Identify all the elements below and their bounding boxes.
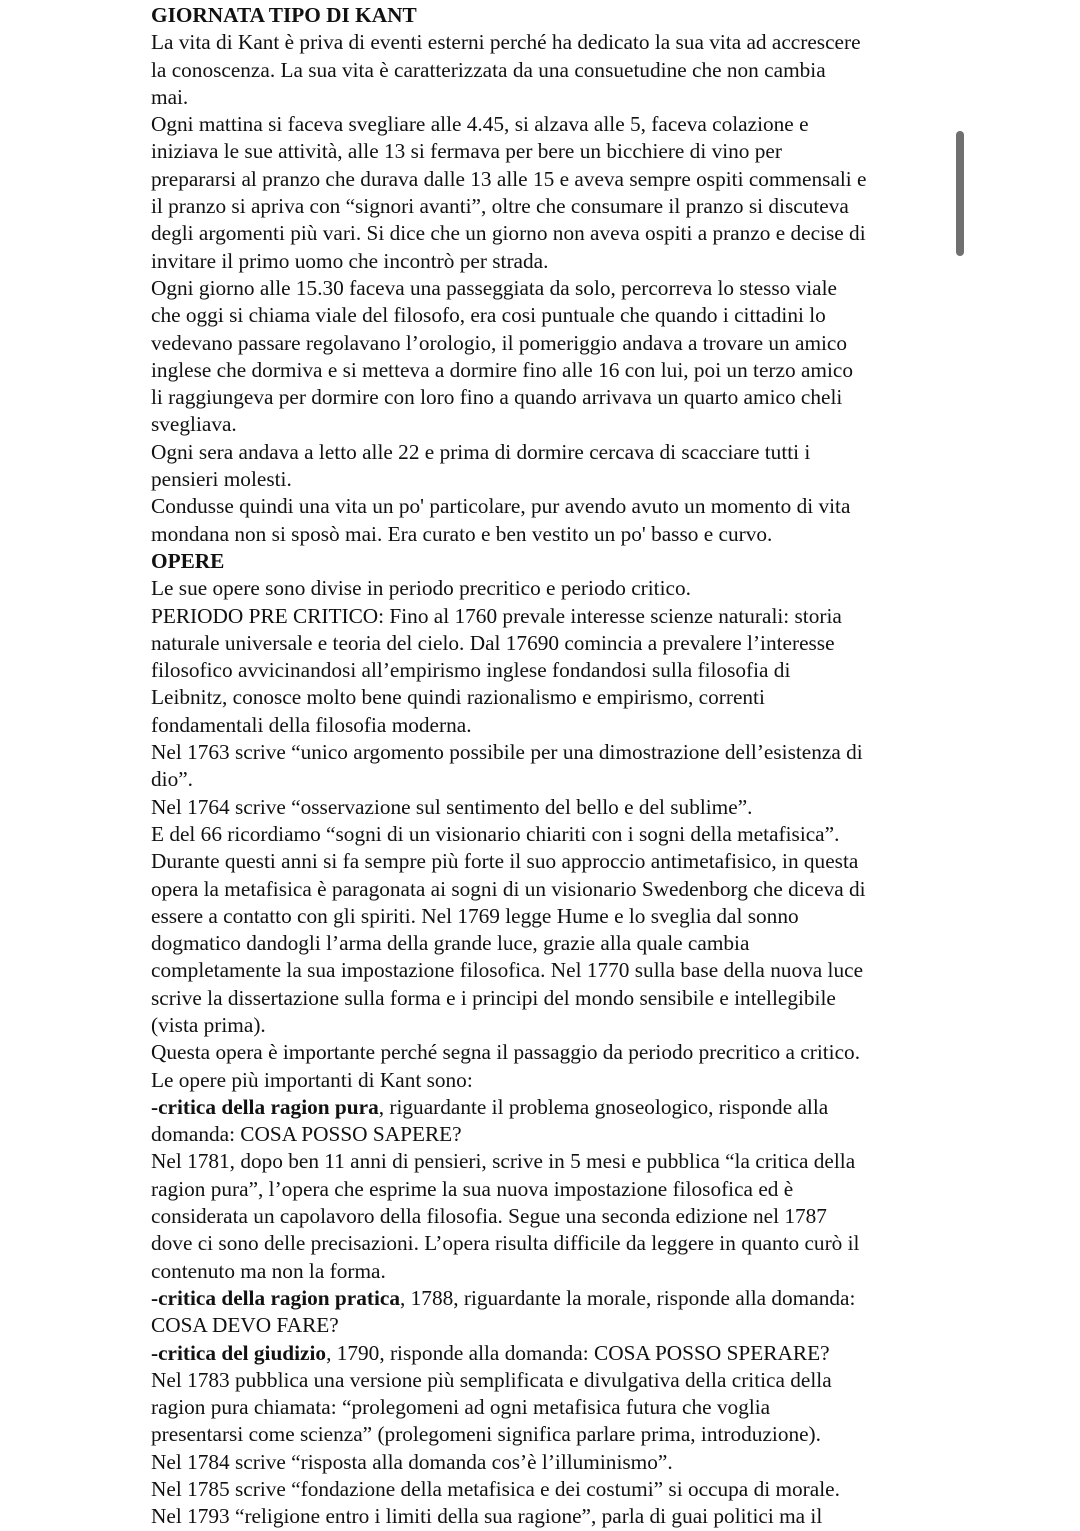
text-line bbox=[151, 1449, 951, 1476]
section-heading bbox=[151, 2, 951, 29]
line-text: Nel 1793 “religione entro i limiti della sua ragione”, parla di guai politici ma il bbox=[151, 1504, 823, 1529]
line-text: pensieri molesti. bbox=[151, 467, 292, 492]
line-text: iniziava le sue attività, alle 13 si fermava per bere un bicchiere di vino per bbox=[151, 139, 782, 164]
text-line bbox=[151, 766, 951, 793]
line-text: considerata un capolavoro della filosofia. Segue una seconda edizione nel 1787 bbox=[151, 1204, 827, 1229]
line-text: completamente la sua impostazione filosofica. Nel 1770 sulla base della nuova luce bbox=[151, 958, 864, 983]
text-line bbox=[151, 466, 951, 493]
text-line bbox=[151, 657, 951, 684]
line-text: degli argomenti più vari. Si dice che un giorno non aveva ospiti a pranzo e decise di bbox=[151, 221, 866, 246]
line-text: Condusse quindi una vita un po' particolare, pur avendo avuto un momento di vita bbox=[151, 494, 851, 519]
scrollbar-thumb[interactable] bbox=[956, 131, 964, 256]
line-text: Questa opera è importante perché segna il passaggio da periodo precritico a critico. bbox=[151, 1040, 861, 1065]
line-text: OPERE bbox=[151, 548, 225, 573]
line-text: che oggi si chiama viale del filosofo, era cosi puntuale che quando i cittadini lo bbox=[151, 303, 826, 328]
text-line bbox=[151, 411, 951, 438]
line-text: Ogni giorno alle 15.30 faceva una passeggiata da solo, percorreva lo stesso viale bbox=[151, 275, 838, 300]
text-line bbox=[151, 1039, 951, 1066]
text-line bbox=[151, 57, 951, 84]
line-text: Nel 1783 pubblica una versione più semplificata e divulgativa della critica della bbox=[151, 1367, 832, 1392]
text-line bbox=[151, 876, 951, 903]
text-line bbox=[151, 1312, 951, 1339]
text-line bbox=[151, 1067, 951, 1094]
text-line bbox=[151, 439, 951, 466]
line-text: filosofico avvicinandosi all’empirismo inglese fondandosi sulla filosofia di bbox=[151, 658, 791, 683]
text-line bbox=[151, 848, 951, 875]
line-text: il pranzo si apriva con “signori avanti”, oltre che consumare il pranzo si discuteva bbox=[151, 194, 849, 219]
line-text: Ogni sera andava a letto alle 22 e prima di dormire cercava di scacciare tutti i bbox=[151, 439, 811, 464]
line-text: Nel 1785 scrive “fondazione della metafisica e dei costumi” si occupa di morale. bbox=[151, 1477, 840, 1502]
text-line bbox=[151, 248, 951, 275]
line-text: La vita di Kant è priva di eventi esterni perché ha dedicato la sua vita ad accrescere bbox=[151, 30, 861, 55]
line-text: Ogni mattina si faceva svegliare alle 4.45, si alzava alle 5, faceva colazione e bbox=[151, 112, 809, 137]
text-line bbox=[151, 1394, 951, 1421]
line-text: mondana non si sposò mai. Era curato e ben vestito un po' basso e curvo. bbox=[151, 521, 773, 546]
text-line bbox=[151, 302, 951, 329]
bold-term: -critica della ragion pratica bbox=[151, 1285, 400, 1310]
text-line bbox=[151, 357, 951, 384]
text-line bbox=[151, 1367, 951, 1394]
text-line bbox=[151, 985, 951, 1012]
line-text: E del 66 ricordiamo “sogni di un visionario chiariti con i sogni della metafisica”. bbox=[151, 821, 840, 846]
line-text: dogmatico dandogli l’arma della grande luce, grazie alla quale cambia bbox=[151, 931, 750, 956]
line-text: svegliava. bbox=[151, 412, 237, 437]
text-line bbox=[151, 630, 951, 657]
text-line bbox=[151, 739, 951, 766]
line-text: GIORNATA TIPO DI KANT bbox=[151, 3, 417, 27]
text-line bbox=[151, 138, 951, 165]
bold-term: -critica del giudizio bbox=[151, 1340, 327, 1365]
text-line bbox=[151, 1094, 951, 1121]
line-text: invitare il primo uomo che incontrò per strada. bbox=[151, 248, 549, 273]
line-text: fondamentali della filosofia moderna. bbox=[151, 712, 472, 737]
text-line bbox=[151, 684, 951, 711]
text-line bbox=[151, 166, 951, 193]
line-text: Nel 1763 scrive “unico argomento possibile per una dimostrazione dell’esistenza di bbox=[151, 740, 863, 765]
text-line bbox=[151, 493, 951, 520]
line-text: ragion pura”, l’opera che esprime la sua nuova impostazione filosofica ed è bbox=[151, 1176, 794, 1201]
line-text: ragion pura chiamata: “prolegomeni ad ogni metafisica futura che voglia bbox=[151, 1395, 771, 1420]
text-line bbox=[151, 1148, 951, 1175]
line-text: , riguardante il problema gnoseologico, risponde alla bbox=[378, 1094, 829, 1119]
text-line bbox=[151, 575, 951, 602]
text-line bbox=[151, 1258, 951, 1285]
text-line bbox=[151, 275, 951, 302]
line-text: opera la metafisica è paragonata ai sogni di un visionario Swedenborg che diceva di bbox=[151, 876, 866, 901]
text-line bbox=[151, 1176, 951, 1203]
text-line bbox=[151, 84, 951, 111]
line-text: dove ci sono delle precisazioni. L’opera risulta difficile da leggere in quanto curò il bbox=[151, 1231, 860, 1256]
text-line bbox=[151, 821, 951, 848]
line-text: inglese che dormiva e si metteva a dormire fino alle 16 con lui, poi un terzo amico bbox=[151, 357, 853, 382]
text-line bbox=[151, 29, 951, 56]
text-line bbox=[151, 220, 951, 247]
line-text: scrive la dissertazione sulla forma e i principi del mondo sensibile e intellegibile bbox=[151, 985, 836, 1010]
text-line bbox=[151, 712, 951, 739]
line-text: Le sue opere sono divise in periodo precritico e periodo critico. bbox=[151, 576, 691, 601]
line-text: Nel 1764 scrive “osservazione sul sentimento del bello e del sublime”. bbox=[151, 794, 753, 819]
text-line bbox=[151, 603, 951, 630]
line-text: vedevano passare regolavano l’orologio, il pomeriggio andava a trovare un amico bbox=[151, 330, 848, 355]
text-line bbox=[151, 1230, 951, 1257]
line-text: Durante questi anni si fa sempre più forte il suo approccio antimetafisico, in questa bbox=[151, 849, 859, 874]
text-line bbox=[151, 1121, 951, 1148]
line-text: essere a contatto con gli spiriti. Nel 1769 legge Hume e lo sveglia dal sonno bbox=[151, 903, 799, 928]
text-line bbox=[151, 384, 951, 411]
line-text: COSA DEVO FARE? bbox=[151, 1313, 339, 1338]
text-line bbox=[151, 1012, 951, 1039]
text-line bbox=[151, 1421, 951, 1448]
line-text: presentarsi come scienza” (prolegomeni significa parlare prima, introduzione). bbox=[151, 1422, 821, 1447]
text-line bbox=[151, 330, 951, 357]
text-line bbox=[151, 1203, 951, 1230]
text-line bbox=[151, 794, 951, 821]
line-text: la conoscenza. La sua vita è caratterizzata da una consuetudine che non cambia bbox=[151, 57, 826, 82]
line-text: Le opere più importanti di Kant sono: bbox=[151, 1067, 473, 1092]
line-text: , 1788, riguardante la morale, risponde alla domanda: bbox=[400, 1285, 856, 1310]
text-line bbox=[151, 521, 951, 548]
section-heading bbox=[151, 548, 951, 575]
text-line bbox=[151, 1340, 951, 1367]
line-text: prepararsi al pranzo che durava dalle 13 alle 15 e aveva sempre ospiti commensali e bbox=[151, 166, 867, 191]
text-line bbox=[151, 111, 951, 138]
text-line bbox=[151, 193, 951, 220]
line-text: (vista prima). bbox=[151, 1012, 266, 1037]
line-text: , 1790, risponde alla domanda: COSA POSSO SPERARE? bbox=[326, 1340, 830, 1365]
line-text: dio”. bbox=[151, 767, 193, 792]
bold-term: -critica della ragion pura bbox=[151, 1094, 379, 1119]
document-text bbox=[151, 2, 951, 1531]
line-text: contenuto ma non la forma. bbox=[151, 1258, 386, 1283]
line-text: Leibnitz, conosce molto bene quindi razionalismo e empirismo, correnti bbox=[151, 685, 765, 710]
line-text: li raggiungeva per dormire con loro fino a quando arrivava un quarto amico cheli bbox=[151, 385, 843, 410]
line-text: Nel 1781, dopo ben 11 anni di pensieri, scrive in 5 mesi e pubblica “la critica della bbox=[151, 1149, 856, 1174]
line-text: Nel 1784 scrive “risposta alla domanda cos’è l’illuminismo”. bbox=[151, 1449, 673, 1474]
line-text: PERIODO PRE CRITICO: Fino al 1760 prevale interesse scienze naturali: storia bbox=[151, 603, 842, 628]
text-line bbox=[151, 1476, 951, 1503]
text-line bbox=[151, 957, 951, 984]
line-text: naturale universale e teoria del cielo. Dal 17690 comincia a prevalere l’interesse bbox=[151, 630, 835, 655]
text-line bbox=[151, 1285, 951, 1312]
line-text: mai. bbox=[151, 84, 189, 109]
text-line bbox=[151, 1503, 951, 1530]
text-line bbox=[151, 903, 951, 930]
line-text: domanda: COSA POSSO SAPERE? bbox=[151, 1122, 462, 1147]
text-line bbox=[151, 930, 951, 957]
